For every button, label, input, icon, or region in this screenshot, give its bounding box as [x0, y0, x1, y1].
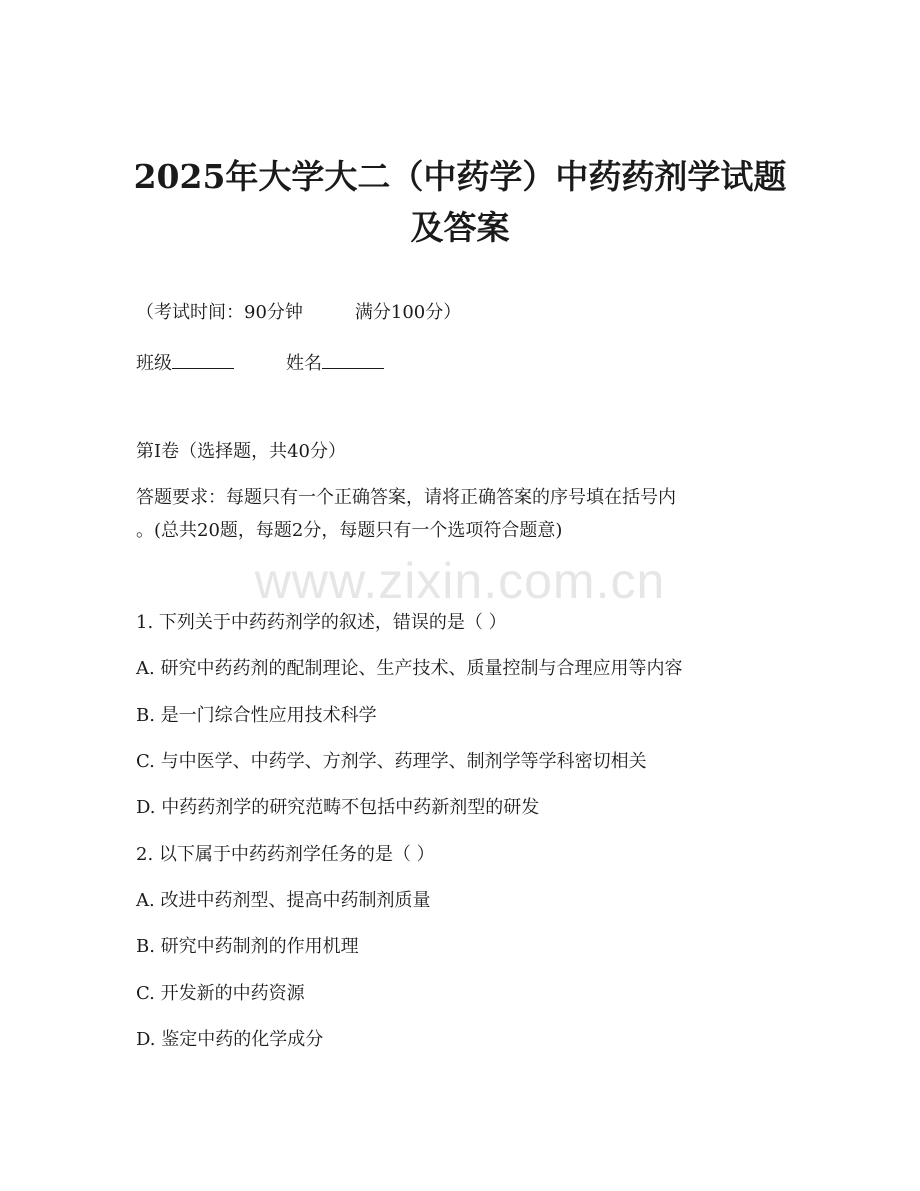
- instructions-line-2: 。(总共20题，每题2分，每题只有一个选项符合题意): [136, 520, 563, 541]
- full-score: 满分100分）: [354, 302, 462, 323]
- document-title-line-1: 2025年大学大二（中药学）中药药剂学试题: [133, 157, 787, 196]
- exam-info: [136, 304, 461, 322]
- question-1-option-d: D. 中药药剂学的研究范畴不包括中药新剂型的研发: [136, 797, 540, 818]
- student-info: [136, 352, 384, 373]
- name-label: 姓名: [286, 353, 322, 374]
- question-1-option-c: C. 与中医学、中药学、方剂学、药理学、制剂学等学科密切相关: [136, 751, 647, 772]
- question-1-stem: 1. 下列关于中药药剂学的叙述，错误的是（ ）: [136, 612, 507, 633]
- watermark: www.zixin.com.cn: [254, 553, 666, 609]
- instructions-line-1: 答题要求：每题只有一个正确答案，请将正确答案的序号填在括号内: [136, 487, 676, 508]
- section-heading: 第Ⅰ卷（选择题，共40分）: [136, 441, 347, 462]
- name-blank: [322, 352, 384, 369]
- question-1-option-a: A. 研究中药药剂的配制理论、生产技术、质量控制与合理应用等内容: [136, 658, 683, 679]
- question-2-stem: 2. 以下属于中药药剂学任务的是（ ）: [136, 844, 435, 865]
- question-2-option-d: D. 鉴定中药的化学成分: [136, 1029, 324, 1050]
- question-1-option-b: B. 是一门综合性应用技术科学: [136, 705, 377, 726]
- question-2-option-c: C. 开发新的中药资源: [136, 983, 305, 1004]
- question-2-option-b: B. 研究中药制剂的作用机理: [136, 936, 359, 957]
- document-title-line-2: 及答案: [410, 208, 510, 247]
- question-2-option-a: A. 改进中药剂型、提高中药制剂质量: [136, 890, 431, 911]
- class-label: 班级: [136, 353, 172, 374]
- exam-time: （考试时间：90分钟: [136, 302, 303, 323]
- class-blank: [172, 352, 234, 369]
